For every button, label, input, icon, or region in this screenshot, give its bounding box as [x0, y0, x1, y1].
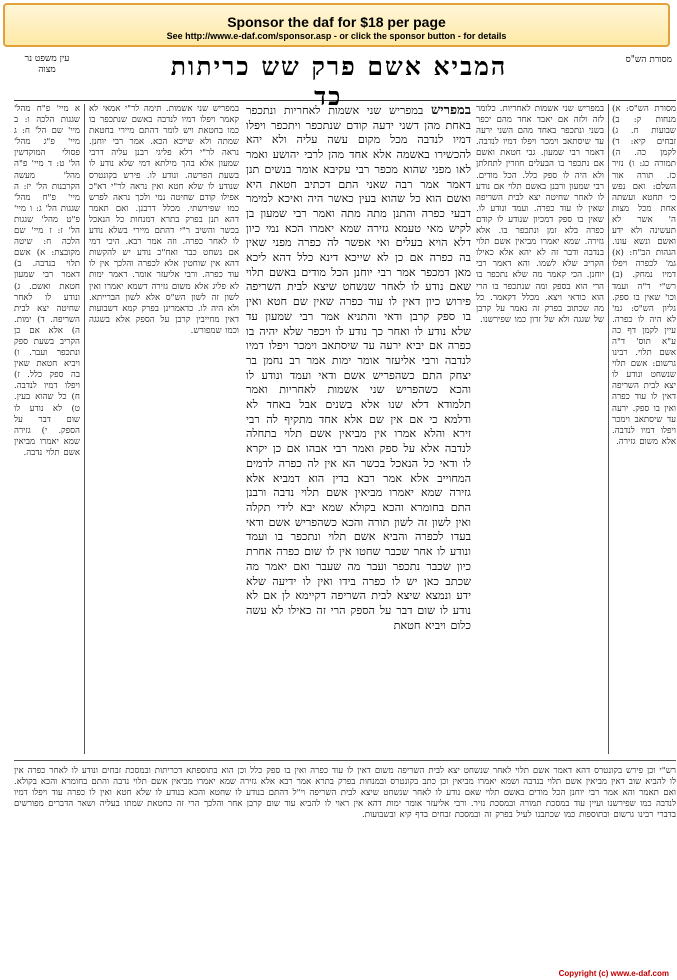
talmud-page: [14, 52, 676, 967]
tosafot-paragraph: וזה אמר רבא. היכי דמי אם נשחט כבר ואח"כ נודע יש להקשות דהא אין שוחטין אלא לכפרה והלכך אין לו עוד כפרה.: [89, 237, 239, 281]
divider: [14, 760, 676, 761]
bottom-commentary-text: [14, 766, 676, 821]
left-margin-column: [14, 104, 80, 754]
rashi-paragraph: ועמד ונודע לו. שאין בו ספק דמכיון שנודע לו קודם כפרה בלא זמן ונתכפר בו.: [476, 203, 604, 237]
main-paragraph: אמר רב נחמן בר יצחק התם כשהפריש אשם ודאי ועמד ונודע לו והכא כשהפריש שני אשמות לאחריות ואמר תלמודא דלא שנו אלא בשנים אבל באחד לא ודלמא כי אם אין שם אלא אחד: [246, 353, 471, 426]
rashi-paragraph: הכל מודים. רבי שמעון ורבנן באשם תלוי אם נודע לו לאחר שחיטה יצא לבית השריפה שאין לו עוד כפרה.: [476, 170, 604, 214]
bottom-paragraph: ואם תאמר והא אמר רבי יוחנן הכל מודים באשם תלוי שאם נודע לו לאחר שנשחט שיצא לבית השריפה וי"ל דהתם בנודע לו שחטא והכא בנודע לו שלא חטא ואין לו כפרה עוד ויפלו דמיו לנדבה כמו שפירשנו ועיין עוד במסכת תמורה ובמסכת נזיר.: [14, 788, 676, 810]
main-paragraph: והתניא אמר רבי שמעון עד שלא נודע לו ואחר כך נודע לו ויכפר שלא יהיה בו כפרה אם יביא ירעה עד שיסתאב וימכר ויפלו דמיו לנדבה ורבי אליעזר אומר ימות: [246, 309, 471, 367]
sponsor-banner-title[interactable]: Sponsor the daf for $18 per page: [227, 14, 446, 30]
rashi-text: [476, 104, 604, 326]
rashi-paragraph: במפריש שני אשמות לאחריות. כלומר לזה ולזה אם יאבד אחד מהם יכפר בשני ונתכפר באחד מהם השני ירעה עד שיסתאב וימכר ויפלו דמיו לנדבה.: [476, 104, 604, 148]
tosafot-paragraph: מכלל דרבנן. ואם תאמר דהא תנן בפרק בתרא דמנחות כל הנאכל בכשר והשיב ר"י דהתם מיירי בשלא נודע לו לאחר כפרה.: [89, 203, 239, 248]
main-paragraph: הכא נמי כיון דלא הויא בעלים ואי אפשר לה כפרה מפני שאין בה כפרה אם כן לא שייכא דינא כלל דהא ליכא מאן דמכפר: [246, 221, 471, 279]
masoret-text: [612, 104, 676, 448]
right_margin-paragraph: רבינו גרשום: אשם תלוי שנשחט ונודע לו יצא לבית השריפה דאין לו עוד כפרה ואין בו ספק. ירעה עד שיסתאב וימכר ויפלו דמיו לנדבה. אלא משום גזירה.: [612, 348, 676, 447]
rashi-column: [476, 104, 604, 744]
right_margin-paragraph: תורה אור השלם: ואם נפש כי תחטא ועשתה אחת מכל מצות ה' אשר לא תעשינה ולא ידע ואשם ונשא עונו.: [612, 170, 676, 248]
left_margin-paragraph: א מיי' פ"ח מהל' שגגות הלכה ו: ב מיי' שם הל' ח: ג מיי' פ"ג מהל' פסולי המוקדשין הל' ט: ד מיי' פ"ה מהל' מעשה הקרבנות הל' יז:: [14, 104, 80, 192]
main-paragraph: מתקיף לה רבי זירא והלא אמרו אין מביאין אשם תלוי בתחלה לנדבה אלא על ספק ואמר רבי אבהו אם כן יקרא לו ודאי כל הנאכל בכשר הא אין לה כפרה לדמים המחוייב: [246, 412, 471, 485]
bottom-paragraph: ורבי אליעזר אומר ימות דהא אין ראוי לו להביא עוד שום קרבן אחר והלכך הרי זה כחטאת שמתו בעליה ושאר הדברים מפורשים בדברי רבינו גרשום ובתוספות כמו שכתבנו לעיל בפרק זה ובמסכת זבחים בדף קיא ובשבועות.: [14, 799, 676, 821]
rashi-paragraph: והא דאמר רבי יוחנן. הכי קאמר מה שלא נתכפר בו הרי הוא בספק ומה שנתכפר בו הרי הוא כודאי ויצא.: [476, 259, 604, 303]
right_margin-paragraph: מסורת הש"ס: א) מנחות ק: ב) שבועות ח. ג) זבחים קיא: ד) לקמן כה. ה) תמורה כג: ו) נזיר כז.: [612, 104, 676, 181]
daf-number: כד: [314, 82, 343, 111]
main-paragraph: ואם יאמר מה שכתב כאן יש לו כפרה בידו ואין לו ידיעה שלא ידע ונמצא שיצא לבית השריפה דקיימא לן אם לא נודע לו שום דבר על הספק הרי זה כאילו לא עשה כלום ויביא חטאת: [246, 559, 471, 632]
right_margin-paragraph: הגהות הב"ח: (א) גמ' לכפרה ויפלו דמיו נמחק. (ב) רש"י ד"ה ועמד וכו' שאין בו ספק.: [612, 248, 676, 303]
tosafot-paragraph: ונודע לו. פירש בקונטרס שנודע לו שלא חטא ואין נראה לר"י דא"כ אפילו קודם שחיטה נמי ולכך נראה לפרש כמו שפירשתי.: [89, 170, 239, 214]
divider: [84, 104, 85, 754]
chapter-title: המביא אשם פרק שש כריתות: [170, 52, 508, 81]
tosafot-paragraph: במפריש שני אשמות. תימה לר"י אמאי לא קאמר ויפלו דמיו לנדבה באשם שנתכפר בו כמו בחטאת ויש לומר דהתם מיירי בחטאת שמתה ולא שייכא הכא.: [89, 104, 239, 148]
sponsor-banner-subtitle[interactable]: See http://www.e-daf.com/sponsor.asp - or click the sponsor button - for details: [166, 31, 507, 41]
main-paragraph: רבי עקיבא אומר בנשים תנן דאמר אמר רבה שאני התם דכתיב חטאת היא ואשם הוא כל שהוא בעין כאשר היה ואיכא למימר דבעי כפרה והתנן מתה מתה ואמר רבי שמעון בן לקיש מאי טעמא גזירה שמא יאמרו: [246, 162, 471, 235]
rashi-paragraph: מכלל דקאמר. כל מה שכתוב בפרק זה נאמר על קרבן של שגגה ולא של זדון כמו שפירשנו.: [476, 292, 604, 325]
right_margin-paragraph: גליון הש"ס: גמ' לא היה לו כפרה. עיין לקמן דף כה ע"א תוס' ד"ה אשם תלוי.: [612, 303, 676, 359]
main-paragraph: והכא כשהפריש אשם ודאי בעדו לכפרה והביא אשם תלוי ונתכפר בו ועמד ונודע לו אחר שכבר שחטו אין לו שום כפרה אחרת כיון שכבר נתכפר ועבר מה שעבר: [246, 515, 471, 573]
opening-word: במפריש: [430, 104, 471, 118]
main-paragraph: אלא אמר רבא בדין הוא דמביא אלא גזירה שמא יאמרו מביאין אשם תלוי נדבה ורבנן התם בחומרא והכא בקולא שמא יבא לידי תקלה ואין לשון זה לשון תורה: [246, 471, 471, 529]
left_margin-paragraph: שיטה מקובצת: א) אשם תלוי בנדבה. ב) דאמר רבי שמעון חטאת ואשם. ג) ונודע לו לאחר שחיטה יצא לבית השריפה. ד) ימות. ה) אלא אם כן הקריב בשעת ספק ונתכפר ועבר. ו) ויביא חטאת שאין בה ספק כלל. ז) ויפלו דמיו לנדבה. ח) כל שהוא בעין. ט) לא נודע לו שום דבר על הספק. י) גזירה שמא יאמרו מביאין אשם תלוי נדבה.: [14, 237, 80, 458]
masoret-label: מסורת הש"ס: [625, 55, 672, 65]
rashi-paragraph: דאמר רבי שמעון. גבי חטאת ואשם אם נתכפר בו הבעלים חוזרין לתחלתן ולא היה לו ספק כלל.: [476, 148, 604, 181]
sponsor-banner[interactable]: [3, 3, 670, 47]
bottom-paragraph: רש"י וכן פירש בקונטרס דהא דאמר אשם תלוי לאחר שנשחט יצא לבית השריפה משום דאין לו עוד כפרה ואין בו ספק כלל וכן הוא בתוספתא דכריתות ובמסכת זבחים ונודע לו לאחר כפרה אין לו להביא שוב דאין מביאין אשם תלוי בנדבה ושמא יאמרו מביאין וכן כתב בקונטרס ובמנחות בפרק בתרא אמר רבא אלא גזירה שמא יאמרו מביאין אשם תלוי נדבה והתם בחומרא והכא בקולא.: [14, 766, 676, 788]
bottom-commentary: [14, 766, 676, 962]
right-margin-column: [612, 104, 676, 754]
ein-mishpat-label: עין משפט נר מצוה: [24, 54, 70, 75]
ein-mishpat-text: [14, 104, 80, 459]
main-paragraph: אמר רבי יוחנן הכל מודים באשם תלוי שאם נודע לו לאחר שנשחט שיצא לבית השריפה פירוש כיון דאין לו עוד כפרה שאין שם חטא ואין בו ספק קרבן ודאי: [246, 265, 471, 323]
gemara-text: [246, 104, 471, 633]
gemara-body: [246, 104, 471, 632]
left_margin-paragraph: ה מיי' פ"ח מהל' שגגות הל' ג: ו מיי' פ"ט מהל' שגגות הל' ז: ז מיי' שם הלכה ח:: [14, 181, 80, 248]
page-title: [164, 52, 514, 112]
tosafot-paragraph: אמר רבי יוחנן. נראה לר"י דלא פליגי רבנן עליה דרבי שמעון אלא בהך מילתא דמי שלא נודע לו בשעת הפרשה.: [89, 137, 239, 181]
copyright-link[interactable]: Copyright (c) www.e-daf.com: [558, 969, 669, 978]
tosafot-column: [89, 104, 239, 744]
tosafot-text: [89, 104, 239, 337]
main-paragraph: במפריש שני אשמות לאחריות ונתכפר באחת מהן דשני ידעה קודם שנתכפר ויתכפר ויפלו דמיו לנדבה מכל מקום עשה עליה ולא יהא להכשירו באשמה אלא אחד מהן לרבי יהושע ואמר לאו מפני שהוא מכפר: [246, 104, 471, 176]
tosafot-paragraph: ולא היה לו. כדאמרינן בפרק קמא דשבועות דאין מחייבין קרבן על הספק אלא בשגגה וכמו שמפורש.: [89, 303, 239, 336]
divider: [608, 104, 609, 754]
rashi-paragraph: אלא גזירה. שמא יאמרו מביאין אשם תלוי בנדבה ודבר זה לא יהא אלא כאילו הקריב שלא לשמו.: [476, 226, 604, 270]
gemara-column: [246, 104, 471, 684]
tosafot-paragraph: ורבי אליעזר אומר. דאמר ימות לא פליג אלא משום גזירה דשמא יאמרו ואין לשון זה לשון הש"ס אלא לשון הברייתא.: [89, 270, 239, 303]
